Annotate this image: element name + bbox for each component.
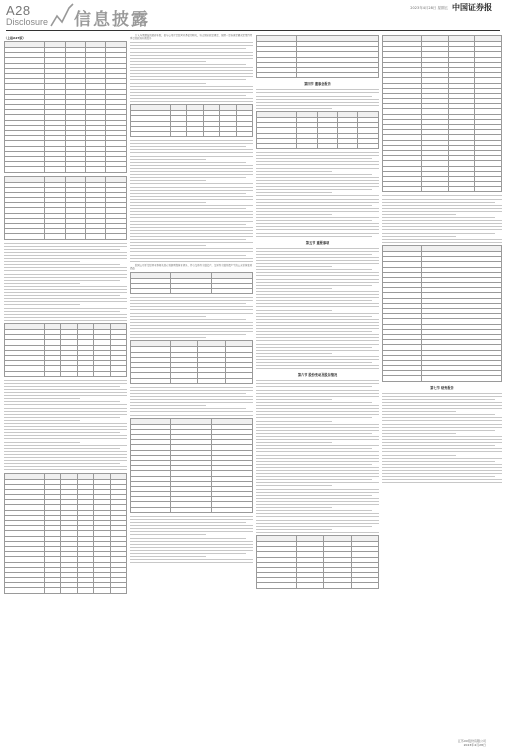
section-heading: 第五节 重要事项 bbox=[305, 240, 330, 245]
zigzag-logo-icon bbox=[50, 2, 74, 28]
note-paragraph: 计入当期损益的政府补助，但与公司正常经营业务密切相关，符合国家政策规定、按照一定标准定额或定量持续享受的政府补助除外 bbox=[130, 34, 253, 41]
top-table bbox=[256, 35, 379, 78]
body-text-block bbox=[256, 89, 379, 109]
body-text-block bbox=[382, 393, 502, 484]
section-title-cn: 信息披露 bbox=[74, 10, 150, 30]
column-3 bbox=[256, 34, 379, 738]
financial-table bbox=[4, 41, 127, 173]
body-text-block bbox=[130, 140, 253, 262]
signature-block bbox=[458, 739, 486, 747]
shareholder-table bbox=[4, 323, 127, 377]
column-4 bbox=[382, 34, 502, 738]
segment-table bbox=[130, 340, 253, 383]
body-text-block bbox=[256, 152, 379, 237]
header-rule bbox=[6, 30, 500, 31]
profit-table bbox=[130, 104, 253, 137]
top-table bbox=[382, 35, 502, 192]
body-text-block bbox=[382, 195, 502, 242]
small-table bbox=[130, 272, 253, 295]
note-paragraph: 除同公司正常经营业务相关的有效套期保值业务外，持有交易性金融资产、交易性金融负债产生的公允价值变动损益 bbox=[130, 263, 253, 270]
signature-date: 2023年4月28日 bbox=[463, 743, 486, 747]
body-text-block bbox=[130, 516, 253, 563]
continued-label: （上接A27版） bbox=[4, 36, 26, 40]
body-text-block bbox=[130, 387, 253, 416]
list-table bbox=[382, 245, 502, 382]
quarterly-table bbox=[4, 176, 127, 240]
issue-date: 2023年4月28日 星期五 bbox=[410, 6, 448, 10]
section-heading: 第七节 财务报告 bbox=[430, 385, 454, 390]
page-header bbox=[0, 0, 506, 32]
body-text-block bbox=[130, 42, 253, 102]
body-text-block bbox=[130, 297, 253, 338]
body-text-block bbox=[256, 248, 379, 370]
board-table bbox=[256, 111, 379, 149]
body-text-block bbox=[4, 380, 127, 471]
body-text-block bbox=[256, 380, 379, 533]
bottom-table bbox=[256, 535, 379, 589]
newspaper-name: 中国证券报 bbox=[452, 2, 492, 12]
body-text-block bbox=[4, 243, 127, 321]
column-2 bbox=[130, 34, 253, 738]
page-label-en: Disclosure bbox=[6, 17, 49, 27]
section-heading: 第四节 董事会报告 bbox=[304, 82, 331, 87]
detail-table bbox=[130, 418, 253, 513]
page-number: A28 bbox=[6, 3, 31, 18]
company-name: 江苏XX股份有限公司 bbox=[457, 739, 486, 743]
column-1 bbox=[4, 34, 127, 738]
bottom-table bbox=[4, 473, 127, 594]
section-heading: 第六节 股份变动及股东情况 bbox=[297, 373, 338, 378]
